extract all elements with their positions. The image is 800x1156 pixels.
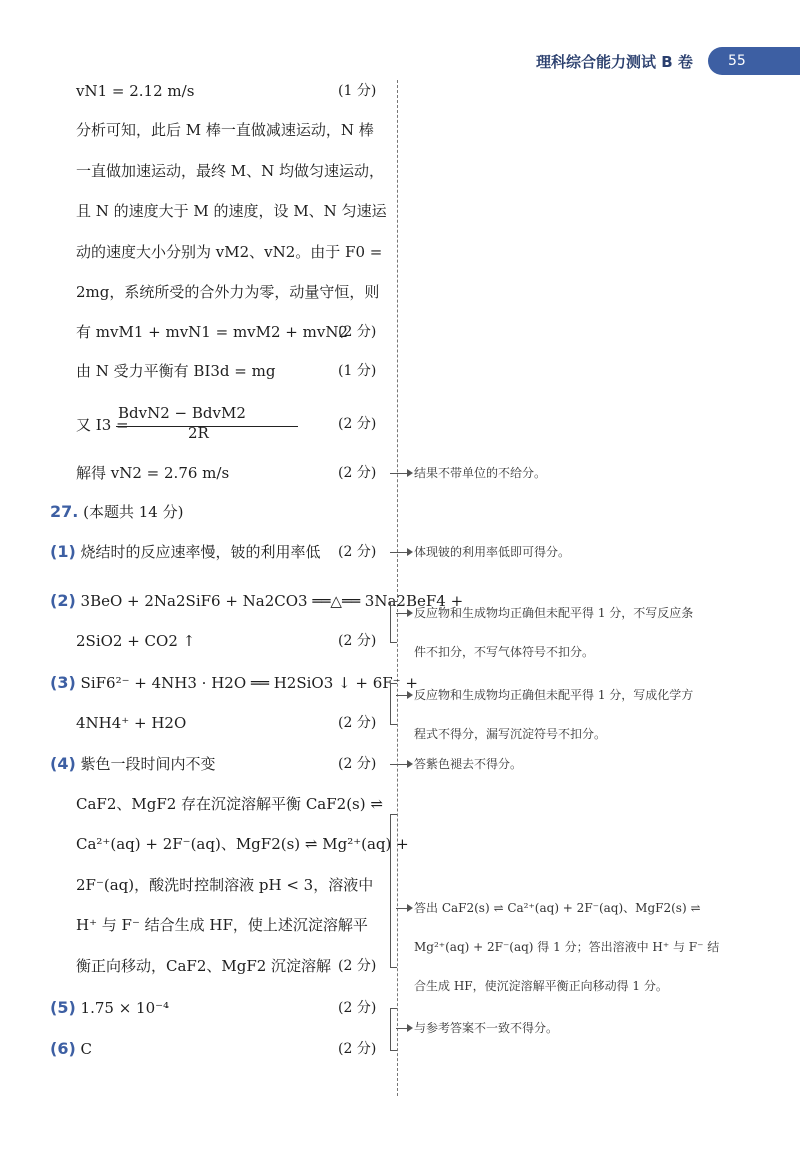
sub-answer-2 — [50, 590, 463, 612]
sub-number: (6) — [50, 1039, 76, 1058]
grading-note: 件不扣分，不写气体符号不扣分。 — [414, 645, 595, 659]
bracket — [390, 814, 397, 968]
connector — [390, 552, 408, 553]
score-label: (2 分) — [338, 715, 377, 731]
arrow-icon — [407, 609, 413, 617]
score-label: (2 分) — [338, 416, 377, 432]
grading-note: 结果不带单位的不给分。 — [414, 466, 547, 480]
sub-answer-3 — [50, 672, 418, 694]
bracket — [390, 683, 397, 725]
score-label: (2 分) — [338, 1041, 377, 1057]
answer-line: H⁺ 与 F⁻ 结合生成 HF，使上述沉淀溶解平 — [76, 916, 368, 934]
sub-answer-text: 1.75 × 10⁻⁴ — [80, 999, 170, 1017]
sub-answer-5 — [50, 997, 169, 1019]
grading-note: 反应物和生成物均正确但未配平得 1 分，写成化学方 — [414, 688, 694, 702]
score-label: (1 分) — [338, 363, 377, 379]
sub-answer-text: 紫色一段时间内不变 — [80, 755, 216, 773]
formula-lhs: 又 I3 = — [76, 416, 129, 434]
page-number-badge: 55 — [708, 47, 800, 75]
answer-line: 4NH4⁺ + H2O — [76, 714, 187, 732]
arrow-icon — [407, 469, 413, 477]
sub-answer-text: SiF6²⁻ + 4NH3 · H2O ══ H2SiO3 ↓ + 6F⁻ + — [80, 674, 418, 692]
sub-answer-1 — [50, 541, 321, 563]
answer-line: 由 N 受力平衡有 BI3d = mg — [76, 362, 276, 380]
arrow-icon — [407, 1024, 413, 1032]
sub-number: (1) — [50, 542, 76, 561]
sub-answer-6 — [50, 1038, 92, 1060]
answer-line: Ca²⁺(aq) + 2F⁻(aq)、MgF2(s) ⇌ Mg²⁺(aq) + — [76, 835, 409, 853]
score-label: (2 分) — [338, 756, 377, 772]
sub-answer-4 — [50, 753, 216, 775]
sub-number: (2) — [50, 591, 76, 610]
grading-note: 反应物和生成物均正确但未配平得 1 分，不写反应条 — [414, 606, 694, 620]
answer-line: 2SiO2 + CO2 ↑ — [76, 632, 196, 650]
bracket — [390, 1008, 397, 1051]
bracket — [390, 601, 397, 643]
sub-number: (4) — [50, 754, 76, 773]
question-number: 27. — [50, 502, 79, 521]
grading-note: 答出 CaF2(s) ⇌ Ca²⁺(aq) + 2F⁻(aq)、MgF2(s) ⇌ — [414, 901, 701, 915]
answer-line: 2mg，系统所受的合外力为零，动量守恒，则 — [76, 283, 380, 301]
sub-number: (3) — [50, 673, 76, 692]
arrow-icon — [407, 760, 413, 768]
arrow-icon — [407, 691, 413, 699]
grading-note: 程式不得分，漏写沉淀符号不扣分。 — [414, 727, 607, 741]
grading-note: 合生成 HF，使沉淀溶解平衡正向移动得 1 分。 — [414, 979, 668, 993]
answer-line: 有 mvM1 + mvN1 = mvM2 + mvN2 — [76, 323, 349, 341]
score-label: (2 分) — [338, 324, 377, 340]
score-label: (2 分) — [338, 465, 377, 481]
grading-note: Mg²⁺(aq) + 2F⁻(aq) 得 1 分；答出溶液中 H⁺ 与 F⁻ 结 — [414, 940, 720, 954]
arrow-icon — [407, 548, 413, 556]
sub-answer-text: C — [80, 1040, 93, 1058]
arrow-icon — [407, 904, 413, 912]
answer-line: 分析可知，此后 M 棒一直做减速运动，N 棒 — [76, 121, 374, 139]
score-label: (1 分) — [338, 83, 377, 99]
answer-line: 一直做加速运动，最终 M、N 均做匀速运动， — [76, 162, 385, 180]
column-divider — [397, 80, 398, 1096]
header-title: 理科综合能力测试 B 卷 — [536, 53, 693, 71]
grading-note: 答紫色褪去不得分。 — [414, 757, 523, 771]
answer-line: 2F⁻(aq)，酸洗时控制溶液 pH < 3，溶液中 — [76, 876, 374, 894]
question-points: (本题共 14 分) — [83, 503, 184, 521]
sub-answer-text: 烧结时的反应速率慢，铍的利用率低 — [80, 543, 321, 561]
score-label: (2 分) — [338, 544, 377, 560]
grading-note: 与参考答案不一致不得分。 — [414, 1021, 559, 1035]
question-heading — [50, 501, 183, 523]
sub-number: (5) — [50, 998, 76, 1017]
answer-line: vN1 = 2.12 m/s — [76, 82, 195, 100]
formula-numerator: BdvN2 − BdvM2 — [118, 404, 246, 422]
answer-line: 动的速度大小分别为 vM2、vN2。由于 F0 = — [76, 243, 383, 261]
answer-line: 衡正向移动，CaF2、MgF2 沉淀溶解 — [76, 957, 332, 975]
answer-line: 解得 vN2 = 2.76 m/s — [76, 464, 230, 482]
sub-answer-text: 3BeO + 2Na2SiF6 + Na2CO3 ══△══ 3Na2BeF4 + — [80, 592, 464, 610]
connector — [390, 764, 408, 765]
score-label: (2 分) — [338, 958, 377, 974]
grading-note: 体现铍的利用率低即可得分。 — [414, 545, 571, 559]
score-label: (2 分) — [338, 1000, 377, 1016]
answer-line: 且 N 的速度大于 M 的速度，设 M、N 匀速运 — [76, 202, 387, 220]
answer-line: CaF2、MgF2 存在沉淀溶解平衡 CaF2(s) ⇌ — [76, 795, 383, 813]
connector — [390, 473, 408, 474]
formula-denominator: 2R — [188, 424, 209, 442]
score-label: (2 分) — [338, 633, 377, 649]
